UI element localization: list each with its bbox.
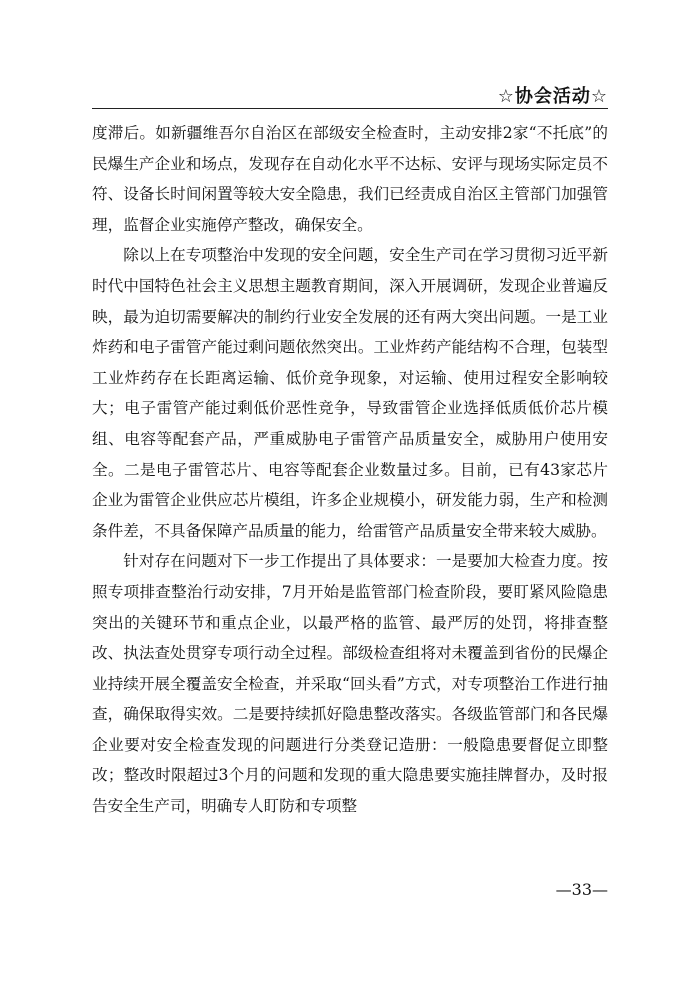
page-header — [92, 78, 608, 109]
article-body — [92, 118, 608, 822]
section-title: ☆协会活动☆ — [497, 86, 608, 107]
paragraph: 除以上在专项整治中发现的安全问题，安全生产司在学习贯彻习近平新时代中国特色社会主义思想主题教育期间，深入开展调研，发现企业普遍反映，最为迫切需要解决的制约行业安全发展的还有两大突出问题。一是工业炸药和电子雷管产能过剩问题依然突出。工业炸药产能结构不合理，包装型工业炸药存在长距离运输、低价竞争现象，对运输、使用过程安全影响较大；电子雷管产能过剩低价恶性竞争，导致雷管企业选择低质低价芯片模组、电容等配套产品，严重威胁电子雷管产品质量安全，威胁用户使用安全。二是电子雷管芯片、电容等配套企业数量过多。目前，已有43家芯片企业为雷管企业供应芯片模组，许多企业规模小，研发能力弱，生产和检测条件差，不具备保障产品质量的能力，给雷管产品质量安全带来较大威胁。 — [92, 246, 608, 540]
paragraph-continued: 度滞后。如新疆维吾尔自治区在部级安全检查时，主动安排2家“不托底”的民爆生产企业和场点，发现存在自动化水平不达标、安评与现场实际定员不符、设备长时间闲置等较大安全隐患，我们已经责成自治区主管部门加强管理，监督企业实施停产整改，确保安全。 — [92, 124, 608, 234]
paragraph: 针对存在问题对下一步工作提出了具体要求：一是要加大检查力度。按照专项排查整治行动安排，7月开始是监管部门检查阶段，要盯紧风险隐患突出的关键环节和重点企业，以最严格的监管、最严厉的处罚，将排查整改、执法查处贯穿专项行动全过程。部级检查组将对未覆盖到省份的民爆企业持续开展全覆盖安全检查，并采取“回头看”方式，对专项整治工作进行抽查，确保取得实效。二是要持续抓好隐患整改落实。各级监管部门和各民爆企业要对安全检查发现的问题进行分类登记造册：一般隐患要督促立即整改；整改时限超过3个月的问题和发现的重大隐患要实施挂牌督办，及时报告安全生产司，明确专人盯防和专项整 — [92, 552, 608, 816]
page-number: —33— — [555, 880, 608, 899]
